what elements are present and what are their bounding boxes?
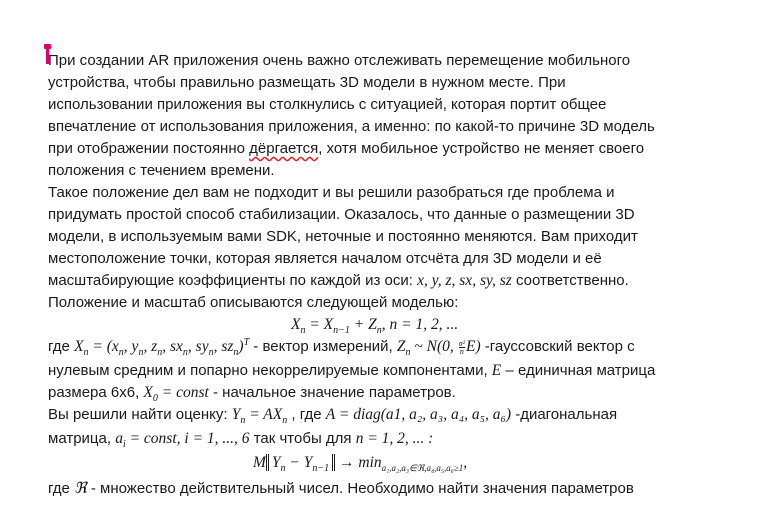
text-line: использовании приложения вы столкнулись с ситуацией, которая портит общее bbox=[48, 96, 607, 113]
text-fragment: при отображении постоянно bbox=[48, 140, 250, 157]
equation-objective: M $Y_n - Y_{n-1} \to \min_{a_1,a_2,a_3\in ℜ,a_4,a_5,a_6\ge 1}$, bbox=[253, 454, 468, 475]
text-line: матрица, $a_i$ = const, i = 1, ..., 6 так чтобы для n = 1, 2, ... : bbox=[48, 430, 434, 451]
text-fragment: соответственно. bbox=[511, 272, 629, 289]
text-line: модели, в используемым вами SDK, неточные и постоянно меняются. Вам приходит bbox=[48, 228, 638, 245]
text-line: нулевым средним и попарно некоррелируемые компонентами, E – единичная матрица bbox=[48, 362, 656, 379]
text-line: положения с течением времени. bbox=[48, 162, 275, 179]
text-line: где ℜ - множество действительный чисел. Необходимо найти значения параметров bbox=[48, 480, 634, 497]
text-line: придумать простой способ стабилизации. Оказалось, что данные о размещении 3D bbox=[48, 206, 635, 223]
text-line: местоположение точки, которая является началом отсчёта для 3D модели и её bbox=[48, 250, 602, 267]
text-line: Вы решили найти оценку: $Y_n = AX_n$ , где A = diag(a1, a₂, a₃, a₄, a₅, a₆) -диагональная bbox=[48, 406, 618, 427]
text-line: где $X_n = (x_n$, $y_n$, $z_n$, $sx_n$, $sy_n$, $sz_n)^T$ - вектор измерений, $Z_n$ ~ N(0, $\frac{\text{σ²}}{n}$ E) -гауссовский вектор с bbox=[48, 336, 635, 359]
text-fragment: , хотя мобильное устройство не меняет своего bbox=[318, 140, 645, 157]
math-variables: x, y, z, sx, sy, sz bbox=[417, 272, 512, 289]
text-line: При создании AR приложения очень важно отслеживать перемещение мобильного bbox=[48, 52, 631, 69]
text-line: размера 6х6, $X_0$ = const - начальное значение параметров. bbox=[48, 384, 456, 405]
text-line bbox=[48, 270, 748, 292]
equation-model: $X_n = X_{n-1} + Z_n$, n = 1, 2, ... bbox=[291, 316, 459, 337]
spellcheck-flagged-word[interactable]: дёргается bbox=[249, 140, 319, 157]
document-body[interactable] bbox=[48, 50, 748, 500]
text-line: устройства, чтобы правильно размещать 3D модели в нужном месте. При bbox=[48, 74, 566, 91]
fraction: $\frac{\text{σ²}}{n}$ bbox=[458, 338, 465, 356]
norm-brackets: $Y_n - Y_{n-1}$ bbox=[266, 454, 335, 471]
text-line: Положение и масштаб описываются следующей моделью: bbox=[48, 294, 459, 311]
text-line bbox=[48, 138, 748, 160]
text-line: Такое положение дел вам не подходит и вы решили разобраться где проблема и bbox=[48, 184, 615, 201]
text-line: впечатление от использования приложения, а именно: по какой-то причине 3D модель bbox=[48, 118, 655, 135]
text-fragment: масштабирующие коэффициенты по каждой из оси: bbox=[48, 272, 418, 289]
